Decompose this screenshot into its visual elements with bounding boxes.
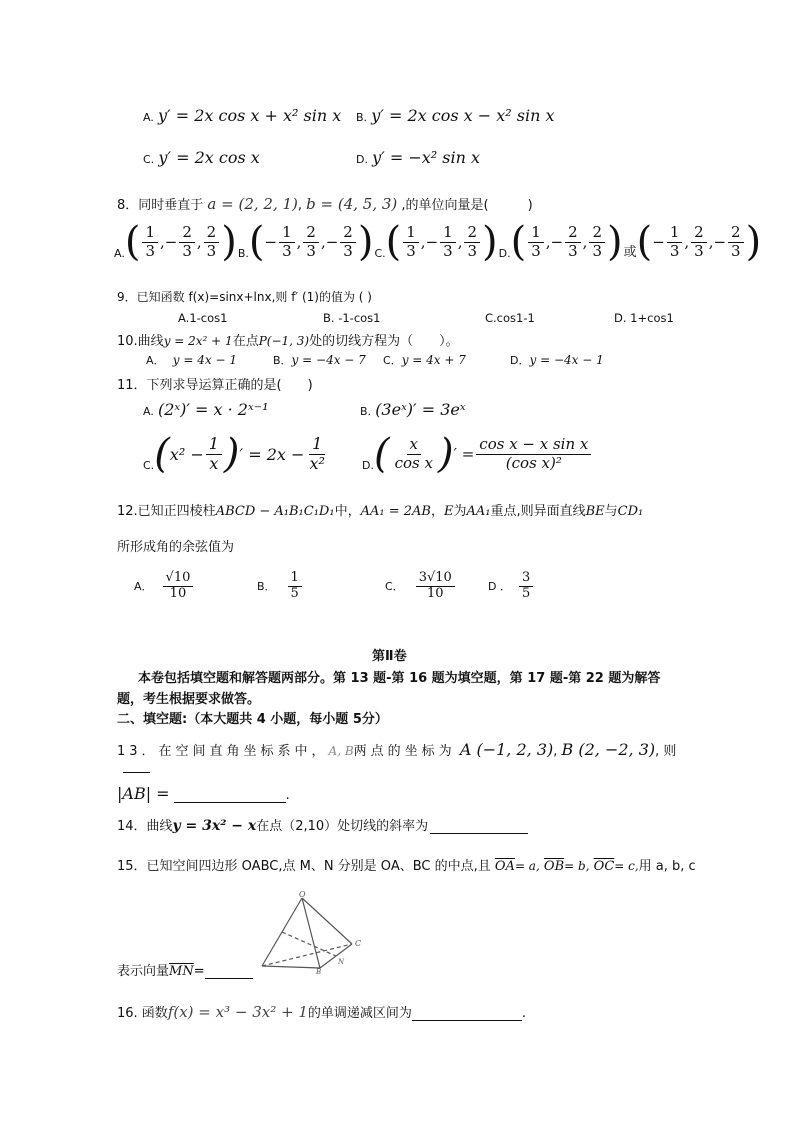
label-o: O — [299, 890, 306, 899]
vector-value: = b, — [564, 859, 590, 873]
numerator: 1 — [528, 224, 544, 242]
q7-option-b — [356, 106, 554, 125]
unit-vector: ( $\frac{1}{3}$ , − $\frac{1}{3}$ , $\frac{2}{3}$ ) — [385, 219, 498, 265]
fraction — [403, 224, 419, 260]
function-expression: f(x) = x³ − 3x² + 1 — [167, 1003, 308, 1021]
option-label: D ． — [488, 580, 511, 594]
vector-b: b = (4, 5, 3) — [306, 195, 398, 213]
unit-vector: ( − $\frac{1}{3}$ , $\frac{2}{3}$ , − $\frac{2}{3}$ ) — [636, 219, 762, 265]
q7-option-d — [356, 148, 480, 167]
edge-ab — [262, 966, 320, 968]
option-label: B． — [273, 354, 292, 367]
sign: − — [425, 233, 439, 251]
q7-option-a — [143, 106, 341, 125]
numerator: 2 — [565, 224, 581, 242]
option-label: 或 — [623, 245, 637, 260]
math-expression: y′ = 2x cos x − x² sin x — [371, 106, 555, 125]
fraction — [464, 224, 480, 260]
denominator: 3 — [467, 241, 478, 260]
question-text: 14．曲线 — [117, 819, 173, 834]
q12-option-a — [134, 571, 195, 602]
numerator: 2 — [464, 224, 480, 242]
option-label: A． — [146, 354, 165, 367]
question-text: = — [193, 964, 205, 979]
option-label: B. — [360, 405, 372, 418]
part-intro-line2: 题，考生根据要求做答。 — [117, 692, 261, 707]
option-label: A. — [143, 405, 154, 418]
question-text: 12.已知正四棱柱 — [117, 504, 216, 519]
answer-blank[interactable] — [412, 1006, 522, 1021]
q10-option-a — [146, 352, 237, 368]
numerator: 3 — [519, 571, 533, 587]
q8-option — [510, 219, 623, 265]
q9-option-a: A.1-cos1 — [178, 311, 228, 325]
vector-value: = a, — [514, 859, 540, 873]
fraction — [288, 571, 302, 602]
q8-stem: 8．同时垂直于 a = (2, 2, 1), b = (4, 5, 3) ,的单位向量是( ) — [117, 195, 533, 213]
question-text: 处的切线方程为（ ）。 — [309, 334, 459, 349]
denominator: 3 — [568, 241, 578, 260]
math-expression: (2ˣ)′ = x · 2ˣ⁻¹ — [157, 400, 269, 419]
vector-ob: $\overline{OB}$ — [543, 859, 565, 874]
q11-option-d — [362, 431, 593, 477]
fraction — [440, 224, 456, 260]
vector-mn: $\overline{MN}$ — [169, 964, 194, 979]
numerator: 2 — [691, 224, 707, 242]
sign: − — [164, 233, 178, 251]
q10-stem — [117, 330, 459, 349]
fraction — [565, 224, 581, 260]
question-text: 15．已知空间四边形 OABC,点 M、N 分别是 OA、BC 的中点,且 — [117, 859, 491, 874]
denominator: 3 — [669, 241, 680, 260]
q10-option-c — [383, 352, 466, 368]
option-label: C. — [143, 153, 155, 166]
label-n: N — [338, 958, 345, 966]
question-text: 两点的坐标为 — [353, 744, 456, 759]
point-expression: P(−1, 3) — [258, 334, 310, 348]
math-expression: AA₁ = 2AB — [360, 504, 431, 519]
q8-options — [114, 219, 762, 265]
answer-blank[interactable] — [430, 819, 528, 834]
denominator: 3 — [206, 241, 217, 260]
question-text: ,的单位向量是( ) — [401, 198, 533, 213]
fraction — [667, 224, 683, 260]
part-intro-line1: 本卷包括填空题和解答题两部分。第 13 题-第 16 题为填空题，第 17 题-第 22 题为解答 — [138, 671, 661, 686]
part-title: 第Ⅱ卷 — [372, 649, 407, 664]
edge-ob — [302, 898, 320, 968]
sign: − — [652, 233, 665, 251]
fraction — [163, 571, 194, 602]
q13-stem: 13．在空间直角坐标系中，A, B两点的坐标为 A (−1, 2, 3), B (2, −2, 3), 则 — [117, 740, 677, 759]
curve-expression: y = 3x² − x — [172, 818, 257, 834]
q9-option-c: C.cos1-1 — [485, 311, 535, 325]
denominator: 3 — [592, 241, 602, 260]
math-expression: CD₁ — [617, 504, 644, 519]
fraction — [416, 571, 455, 602]
tetrahedron-figure — [254, 890, 366, 974]
question-text: 中， — [334, 504, 361, 519]
q8-option — [385, 219, 498, 265]
question-text: 在点（2,10）处切线的斜率为 — [256, 819, 429, 834]
q11-option-c — [143, 431, 330, 477]
fraction — [340, 224, 356, 260]
fraction — [179, 224, 195, 260]
option-label: D. — [356, 153, 368, 166]
section-heading: 二、填空题:（本大题共 4 小题，每小题 5分） — [117, 712, 388, 727]
q9-stem: 9．已知函数 f(x)=sinx+lnx,则 f′ (1)的值为 ( ) — [117, 290, 372, 304]
q16-stem — [117, 1002, 526, 1021]
denominator: 3 — [406, 241, 416, 260]
answer-blank[interactable] — [174, 788, 286, 803]
vector-value: = c, — [614, 859, 639, 873]
sign: − — [550, 233, 564, 251]
numerator: 1 — [288, 571, 302, 587]
option-label: D. — [362, 459, 374, 472]
math-expression: y′ = 2x cos x — [158, 148, 260, 167]
label-c: C — [355, 939, 362, 948]
math-expression: (3eˣ)′ = 3eˣ — [375, 400, 466, 419]
question-text: 表示向量 — [117, 964, 170, 979]
denominator: 3 — [145, 241, 155, 260]
edge-oc — [302, 898, 352, 944]
question-text: 13．在空间直角坐标系中， — [117, 744, 329, 759]
question-text: 的单调递减区间为 — [307, 1006, 412, 1021]
q11-option-b — [360, 400, 466, 419]
fraction — [589, 224, 605, 260]
denominator: 3 — [306, 241, 316, 260]
point-b: B (2, −2, 3) — [561, 740, 656, 759]
point-a: A (−1, 2, 3) — [459, 740, 554, 759]
vector-magnitude — [117, 784, 170, 803]
option-label: B． — [257, 580, 276, 594]
q11-stem: 11．下列求导运算正确的是( ) — [117, 378, 313, 393]
option-label: B. — [356, 111, 368, 124]
segment-mn — [282, 932, 336, 956]
math-expression: BE — [585, 504, 605, 519]
numerator: 2 — [204, 224, 220, 242]
q10-option-b — [273, 352, 366, 368]
fraction — [519, 571, 533, 602]
option-label: D． — [510, 354, 530, 367]
sign: − — [264, 233, 278, 251]
numerator: 1 — [403, 224, 419, 242]
fraction — [528, 224, 544, 260]
math-expression: E — [443, 504, 454, 519]
denominator: 10 — [169, 585, 187, 601]
math-expression: ABCD − A₁B₁C₁D₁ — [215, 504, 335, 519]
numerator: 1 — [667, 224, 683, 242]
math-expression: A, B — [328, 744, 354, 758]
numerator: 3√10 — [416, 571, 455, 587]
question-text: . — [521, 1006, 527, 1021]
q8-option — [114, 219, 237, 265]
math-expression: y = −4x − 1 — [529, 353, 604, 367]
denominator: 5 — [290, 585, 299, 601]
fraction — [204, 224, 220, 260]
unit-vector: ( − $\frac{1}{3}$ , $\frac{2}{3}$ , − $\frac{2}{3}$ ) — [248, 219, 374, 265]
option-label: D. — [498, 247, 511, 260]
math-expression: y = 4x + 7 — [401, 353, 466, 367]
question-text: 在点 — [232, 334, 259, 349]
question-text: 用 a, b, c — [638, 859, 696, 874]
numerator: 1 — [440, 224, 456, 242]
q9-option-d: D. 1+cos1 — [614, 311, 674, 325]
option-label: A. — [114, 247, 125, 260]
sign: − — [713, 233, 727, 251]
denominator: 3 — [531, 241, 541, 260]
denominator: 3 — [443, 241, 453, 260]
q12-option-d — [488, 571, 535, 602]
question-text: 8．同时垂直于 — [117, 198, 204, 213]
q7-option-c — [143, 148, 260, 167]
fraction — [279, 224, 295, 260]
numerator: 2 — [303, 224, 319, 242]
expression-text: |AB| = — [117, 784, 170, 803]
q12-stem — [117, 500, 643, 519]
fraction — [691, 224, 707, 260]
numerator: 2 — [179, 224, 195, 242]
numerator: 1 — [279, 224, 295, 242]
q8-option — [248, 219, 374, 265]
denominator: 3 — [282, 241, 292, 260]
question-text: 16. 函数 — [117, 1006, 168, 1021]
math-expression: ( x² − $\frac{1}{x}$ ) ′ = 2x − $\frac{1}{\text{x²}}$ — [154, 431, 325, 477]
numerator: 1 — [142, 224, 158, 242]
math-expression: y = 4x − 1 — [172, 353, 237, 367]
numerator: 2 — [589, 224, 605, 242]
q8-option — [636, 219, 762, 265]
option-label: C. — [143, 459, 155, 472]
q12-line2: 所形成角的余弦值为 — [117, 540, 235, 555]
numerator: 2 — [340, 224, 356, 242]
denominator: 3 — [694, 241, 704, 260]
unit-vector: ( $\frac{1}{3}$ , − $\frac{2}{3}$ , $\frac{2}{3}$ ) — [510, 219, 623, 265]
fraction — [728, 224, 744, 260]
curve-expression: y = 2x² + 1 — [163, 334, 233, 348]
denominator: 3 — [182, 241, 192, 260]
option-label: A． — [134, 580, 153, 594]
vector-a: a = (2, 2, 1) — [207, 195, 298, 213]
q13-answer-line: |AB| = . — [117, 784, 290, 803]
label-b: B — [316, 968, 322, 974]
option-label: C． — [385, 580, 404, 594]
fraction — [303, 224, 319, 260]
fraction — [142, 224, 158, 260]
vector-oa: $\overline{OA}$ — [494, 859, 515, 874]
math-expression: y = −4x − 7 — [291, 353, 366, 367]
question-text: , 则 — [655, 744, 677, 759]
q15-stem — [117, 855, 696, 874]
q12-option-c — [385, 571, 457, 602]
q12-option-b — [257, 571, 304, 602]
unit-vector: ( $\frac{1}{3}$ , − $\frac{2}{3}$ , $\frac{2}{3}$ ) — [124, 219, 237, 265]
option-label: C． — [383, 354, 402, 367]
denominator: 3 — [343, 241, 353, 260]
question-text: 与 — [604, 504, 618, 519]
question-text: 为 — [453, 504, 467, 519]
q11-option-a — [143, 400, 269, 419]
q14-stem — [117, 815, 528, 834]
denominator: 5 — [521, 585, 531, 601]
denominator: 3 — [731, 241, 741, 260]
math-expression: y′ = 2x cos x + x² sin x — [157, 106, 342, 125]
question-text: 重点,则异面直线 — [490, 504, 586, 519]
sign: − — [325, 233, 339, 251]
q9-option-b: B. -1-cos1 — [323, 311, 381, 325]
numerator: 2 — [728, 224, 744, 242]
option-label: A. — [143, 111, 154, 124]
q15-answer-line — [117, 960, 253, 979]
math-expression: y′ = −x² sin x — [372, 148, 481, 167]
math-expression: ( $\frac{x}{\text{cos x}}$ ) ′ = $\frac{\text{cos x − x sin x}}{\text{(cos x)²}}$ — [374, 434, 593, 474]
denominator: 10 — [426, 585, 444, 601]
math-expression: AA₁ — [466, 504, 491, 519]
question-text: ， — [430, 504, 444, 519]
answer-blank[interactable] — [205, 964, 253, 979]
option-label: C. — [374, 247, 386, 260]
q10-option-d — [510, 352, 604, 368]
numerator: √10 — [163, 571, 194, 587]
vector-oc: $\overline{OC}$ — [593, 859, 615, 874]
option-label: B. — [237, 247, 249, 260]
question-text: 10.曲线 — [117, 334, 164, 349]
